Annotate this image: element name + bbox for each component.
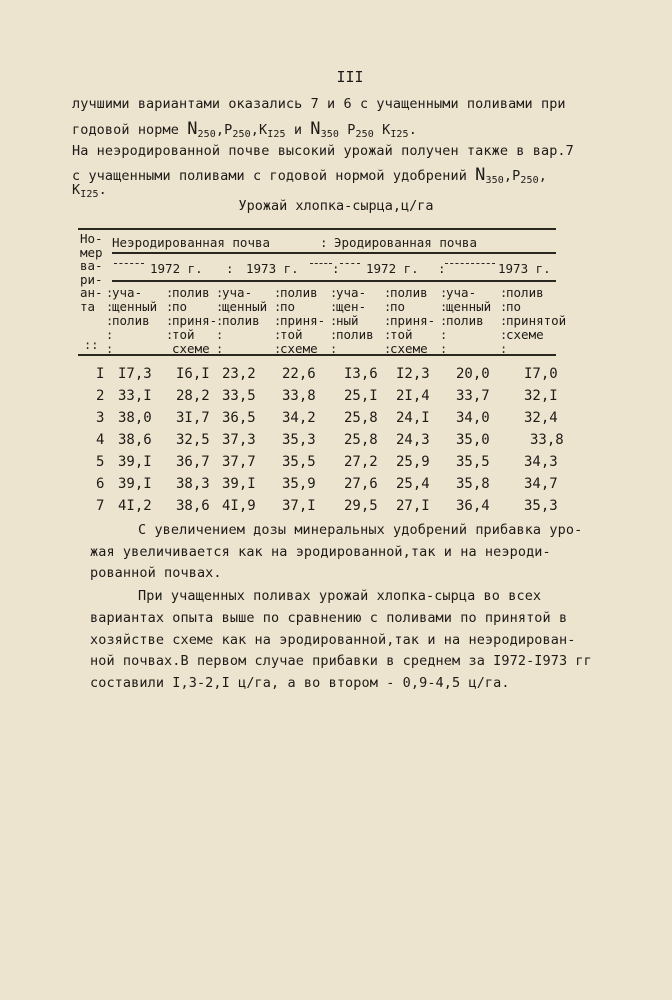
subheader-frequent-1972-eroded: уча- щен- ный полив — [336, 285, 374, 342]
cell-value: 24,3 — [396, 432, 430, 448]
cell-value: 34,7 — [524, 476, 558, 492]
cell-value: 38,6 — [118, 432, 152, 448]
cell-value: 28,2 — [176, 388, 210, 404]
cell-value: 32,5 — [176, 432, 210, 448]
subheader-colon-column: : : : : : — [216, 286, 224, 356]
col-variant-colons: :: — [84, 338, 99, 352]
cell-variant: 4 — [96, 432, 105, 448]
cell-value: 37,7 — [222, 454, 256, 470]
cell-value: 4I,9 — [222, 498, 256, 514]
table-group-rule — [112, 252, 556, 254]
cell-value: 3I,7 — [176, 410, 210, 426]
cell-value: 35,3 — [282, 432, 316, 448]
cell-value: 39,I — [118, 476, 152, 492]
group-colon: : — [320, 235, 328, 250]
paragraph-2-line: хозяйстве схеме как на эродированной,так и на неэродирован- — [90, 632, 576, 648]
year-dash — [340, 263, 360, 264]
cell-value: 38,6 — [176, 498, 210, 514]
cell-value: 33,8 — [530, 432, 564, 448]
intro-line-4: с учащенными поливами с годовой нормой удобрений $N_{350},P_{250}$, — [72, 165, 547, 186]
subheader-scheme-1973-eroded: полив по принятой схеме — [506, 285, 567, 342]
cell-value: I6,I — [176, 366, 210, 382]
cell-value: 27,I — [396, 498, 430, 514]
cell-value: 33,8 — [282, 388, 316, 404]
cell-value: 25,9 — [396, 454, 430, 470]
cell-value: 27,2 — [344, 454, 378, 470]
subheader-colon-column: : : : : : — [440, 286, 448, 356]
cell-value: 34,0 — [456, 410, 490, 426]
intro-line-3: На неэродированной почве высокий урожай получен также в вар.7 — [72, 143, 574, 159]
cell-variant: 2 — [96, 388, 105, 404]
paragraph-1-line: С увеличением дозы минеральных удобрений прибавка уро- — [138, 522, 583, 538]
intro-line-5: $K_{I25}$. — [72, 182, 107, 200]
table-caption: Урожай хлопка-сырца,ц/га — [238, 198, 434, 214]
subheader-colon-column: : : : : : — [384, 286, 392, 356]
subheader-colon-column: : : : : : — [106, 286, 114, 356]
cell-value: 33,7 — [456, 388, 490, 404]
cell-value: 27,6 — [344, 476, 378, 492]
year-dash — [445, 263, 495, 264]
intro-line-2: годовой норме $N_{250},P_{250},K_{I25}$ и $N_{350}$ $P_{250}$ $K_{I25}$. — [72, 119, 417, 140]
cell-value: I3,6 — [344, 366, 378, 382]
year-header-1972-eroded: 1972 г. — [366, 261, 419, 276]
cell-variant: 3 — [96, 410, 105, 426]
cell-value: 32,I — [524, 388, 558, 404]
cell-value: 36,4 — [456, 498, 490, 514]
cell-value: 23,2 — [222, 366, 256, 382]
cell-value: 37,I — [282, 498, 316, 514]
year-header-1973-eroded: 1973 г. — [498, 261, 551, 276]
cell-value: 36,7 — [176, 454, 210, 470]
subheader-frequent-1972-noneroded: уча- щенный полив — [112, 285, 158, 328]
subheader-frequent-1973-noneroded: уча- щенный полив — [222, 285, 268, 328]
cell-value: 20,0 — [456, 366, 490, 382]
cell-value: 39,I — [222, 476, 256, 492]
subheader-scheme-1972-noneroded: полив по приня- той схеме — [172, 285, 218, 356]
cell-value: I7,0 — [524, 366, 558, 382]
cell-value: 32,4 — [524, 410, 558, 426]
cell-value: 4I,2 — [118, 498, 152, 514]
year-colon: : — [226, 261, 234, 276]
cell-value: 25,8 — [344, 432, 378, 448]
cell-variant: 5 — [96, 454, 105, 470]
cell-value: 37,3 — [222, 432, 256, 448]
year-colon: : — [332, 261, 340, 276]
paragraph-2-line: вариантах опыта выше по сравнению с поливами по принятой в — [90, 610, 568, 626]
cell-value: I7,3 — [118, 366, 152, 382]
paragraph-1-line: рованной почвах. — [90, 565, 222, 581]
group-header-eroded: Эродированная почва — [334, 235, 477, 250]
cell-value: 38,0 — [118, 410, 152, 426]
cell-value: 29,5 — [344, 498, 378, 514]
col-variant-header: Но- мер ва- ри- ан- та — [80, 231, 103, 314]
cell-value: 34,2 — [282, 410, 316, 426]
subheader-colon-column: : : : : : — [500, 286, 508, 356]
cell-value: 34,3 — [524, 454, 558, 470]
cell-value: 33,I — [118, 388, 152, 404]
subheader-colon-column: : : : : : — [330, 286, 338, 356]
cell-value: 35,9 — [282, 476, 316, 492]
subheader-scheme-1973-noneroded: полив по приня- той схеме — [280, 285, 326, 356]
year-dash — [114, 263, 144, 264]
table-year-rule — [112, 280, 556, 282]
cell-variant: 6 — [96, 476, 105, 492]
paragraph-2-line: ной почвах.В первом случае прибавки в среднем за I972-I973 гг — [90, 653, 592, 669]
cell-value: 35,5 — [456, 454, 490, 470]
cell-value: 35,5 — [282, 454, 316, 470]
year-colon: : — [438, 261, 446, 276]
cell-value: 36,5 — [222, 410, 256, 426]
group-header-noneroded: Неэродированная почва — [112, 235, 271, 250]
cell-value: 25,8 — [344, 410, 378, 426]
cell-value: 35,8 — [456, 476, 490, 492]
year-dash — [310, 263, 332, 264]
cell-variant: 7 — [96, 498, 105, 514]
cell-value: 25,4 — [396, 476, 430, 492]
cell-value: 39,I — [118, 454, 152, 470]
paragraph-1-line: жая увеличивается как на эродированной,так и на неэроди- — [90, 544, 551, 560]
page-number: III — [336, 68, 364, 86]
subheader-colon-column: : : : : : — [274, 286, 282, 356]
paragraph-2-line: составили I,3-2,I ц/га, а во втором - 0,9-4,5 ц/га. — [90, 675, 510, 691]
subheader-scheme-1972-eroded: полив по приня- той схеме — [390, 285, 436, 356]
table-top-rule — [78, 228, 556, 230]
cell-value: I2,3 — [396, 366, 430, 382]
subheader-frequent-1973-eroded: уча- щенный полив — [446, 285, 492, 328]
cell-value: 22,6 — [282, 366, 316, 382]
cell-value: 38,3 — [176, 476, 210, 492]
cell-value: 24,I — [396, 410, 430, 426]
cell-value: 25,I — [344, 388, 378, 404]
cell-value: 35,0 — [456, 432, 490, 448]
cell-value: 33,5 — [222, 388, 256, 404]
cell-value: 2I,4 — [396, 388, 430, 404]
subheader-colon-column: : : : : — [166, 286, 174, 342]
cell-value: 35,3 — [524, 498, 558, 514]
year-header-1972-noneroded: 1972 г. — [150, 261, 203, 276]
year-header-1973-noneroded: 1973 г. — [246, 261, 299, 276]
intro-line-1: лучшими вариантами оказались 7 и 6 с учащенными поливами при — [72, 96, 566, 112]
paragraph-2-line: При учащенных поливах урожай хлопка-сырца во всех — [138, 588, 542, 604]
cell-variant: I — [96, 366, 105, 382]
